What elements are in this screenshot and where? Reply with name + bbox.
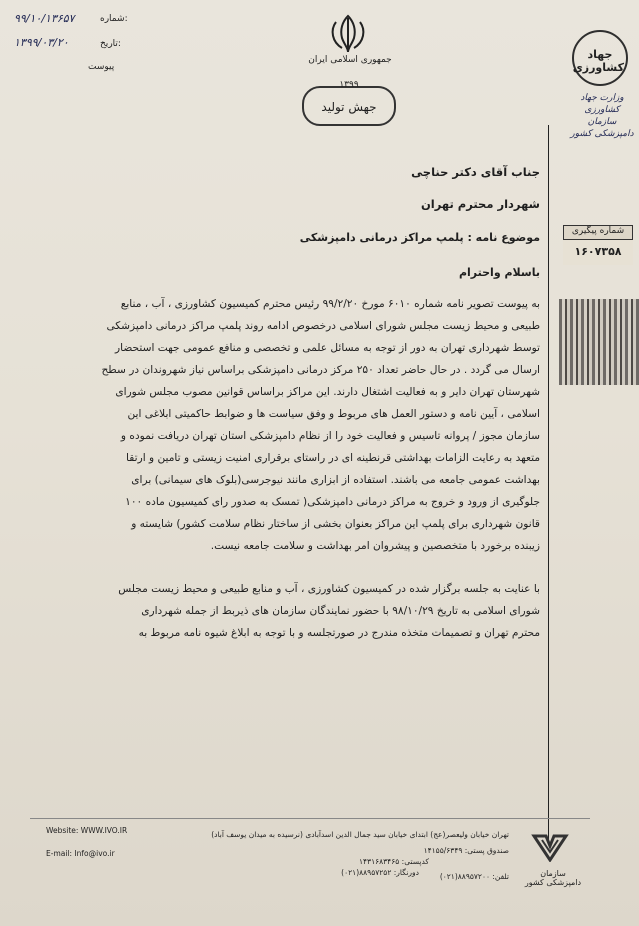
stamp-text: جهش تولید (321, 100, 377, 114)
body-line: قانون شهرداری برای پلمپ این مراکز بعنوان بخشی از ساختار نظام سلامت کشور) شایسته و (131, 518, 540, 530)
footer-divider (30, 818, 590, 819)
body-line: سازمان مجوز / پروانه تاسیس و فعالیت خود را از نظام دامپزشکی استان تهران دریافت نموده و (120, 430, 540, 442)
body-line: شهرستان تهران دایر و به فعالیت اشتغال دارند. این مراکز براساس قوانین مصوب مجلس شورای (115, 386, 540, 398)
footer-email: E-mail: Info@ivo.ir (46, 849, 115, 858)
body-line: شورای اسلامی به تاریخ ۹۸/۱۰/۲۹ با حضور نمایندگان سازمان های ذیربط از جمله شهرداری (141, 605, 540, 617)
national-emblem-icon (326, 12, 370, 54)
letter-date: ۱۳۹۹/۰۳/۲۰ (14, 36, 69, 49)
letter-date-label: تاریخ: (100, 39, 121, 49)
margin-rule (548, 125, 549, 840)
qr-code (559, 299, 639, 385)
attachment-label: پیوست (88, 62, 115, 72)
footer-phone: تلفن: ۸۸۹۵۷۲۰۰(۰۲۱) (439, 872, 509, 881)
vet-organization-logo-icon (526, 832, 574, 862)
body-line: اسلامی ، آیین نامه و دستور العمل های مربوط و وفق سیاست ها و ضوابط حاکمیتی ابلاغی این (127, 408, 540, 420)
letter-greeting: باسلام واحترام (458, 266, 540, 279)
body-line: محترم تهران و تصمیمات متخذه مندرج در صورتجلسه و با توجه به ابلاغ شیوه نامه مربوط به (138, 627, 540, 639)
footer-postbox: صندوق پستی: ۱۴۱۵۵/۶۳۴۹ (423, 846, 509, 855)
footer-brand: سازمان دامپزشکی کشور (524, 869, 582, 887)
letter-number-label: شماره: (100, 14, 128, 24)
ministry-line-1: وزارت جهاد کشاورزی (580, 93, 624, 115)
body-line: به پیوست تصویر نامه شماره ۶۰۱۰ مورخ ۹۹/۲/۲۰ رئیس محترم کمیسیون کشاورزی ، آب ، منابع (120, 298, 540, 310)
production-leap-stamp (302, 80, 396, 126)
logo-word: جهاد کشاورزی (572, 48, 624, 74)
ministry-line-2: سازمان دامپزشکی کشور (570, 117, 634, 139)
body-line: بهداشت عمومی جامعه می باشند. استفاده از ابزاری مانند نیوجرسی(بلوک های سیمانی) برای (131, 474, 540, 486)
body-line: با عنایت به جلسه برگزار شده در کمیسیون کشاورزی ، آب و منابع طبیعی و محیط زیست مجلس (118, 583, 540, 595)
recipient-title: شهردار محترم تهران (420, 197, 540, 211)
footer-fax: دورنگار: ۸۸۹۵۷۲۵۲(۰۲۱) (341, 868, 419, 877)
body-line: طبیعی و محیط زیست مجلس شورای اسلامی درخصوص ادامه روند پلمپ مراکز درمانی دامپزشکی (106, 320, 540, 332)
recipient-name: جناب آقای دکتر حناچی (411, 165, 540, 179)
tracking-number: ۱۶۰۷۳۵۸ (574, 245, 622, 258)
footer-address: تهران خیابان ولیعصر(عج) ابتدای خیابان سید جمال الدین اسدآبادی (نرسیده به میدان یوسف آباد) (211, 830, 509, 839)
tracking-title: شماره پیگیری (563, 225, 633, 240)
emblem-caption: جمهوری اسلامی ایران (308, 55, 392, 65)
body-line: متعهد به رعایت الزامات بهداشتی قرنطینه ای در راستای برقراری امنیت زیستی و تامین و ارتقا (126, 452, 540, 464)
letter-number: ۹۹/۱۰/۱۳۶۵۷ (14, 12, 75, 25)
body-line: جلوگیری از ورود و خروج به مراکز درمانی دامپزشکی( تمسک به صدور رای کمیسیون ماده ۱۰۰ (125, 496, 540, 508)
body-line: زیبنده برخورد با متخصصین و پیشروان امر بهداشت و سلامت جامعه نیست. (210, 540, 540, 552)
footer-postcode: کدپستی: ۱۴۳۱۶۸۳۴۶۵ (358, 857, 429, 866)
footer-website: Website: WWW.IVO.IR (46, 826, 128, 835)
body-line: ارسال می گردد . در حال حاضر تعداد ۲۵۰ مرکز درمانی دامپزشکی براساس نیاز شهروندان در سطح (101, 364, 540, 376)
tracking-box (563, 225, 633, 265)
letter-subject: موضوع نامه : پلمپ مراکز درمانی دامپزشکی (299, 231, 540, 244)
body-line: توسط شهرداری تهران به دور از توجه به مسائل علمی و تخصصی و منافع عمومی جهت استحضار (115, 342, 540, 354)
ministry-name (570, 92, 634, 140)
stamp-year: ۱۳۹۹ (339, 80, 359, 90)
